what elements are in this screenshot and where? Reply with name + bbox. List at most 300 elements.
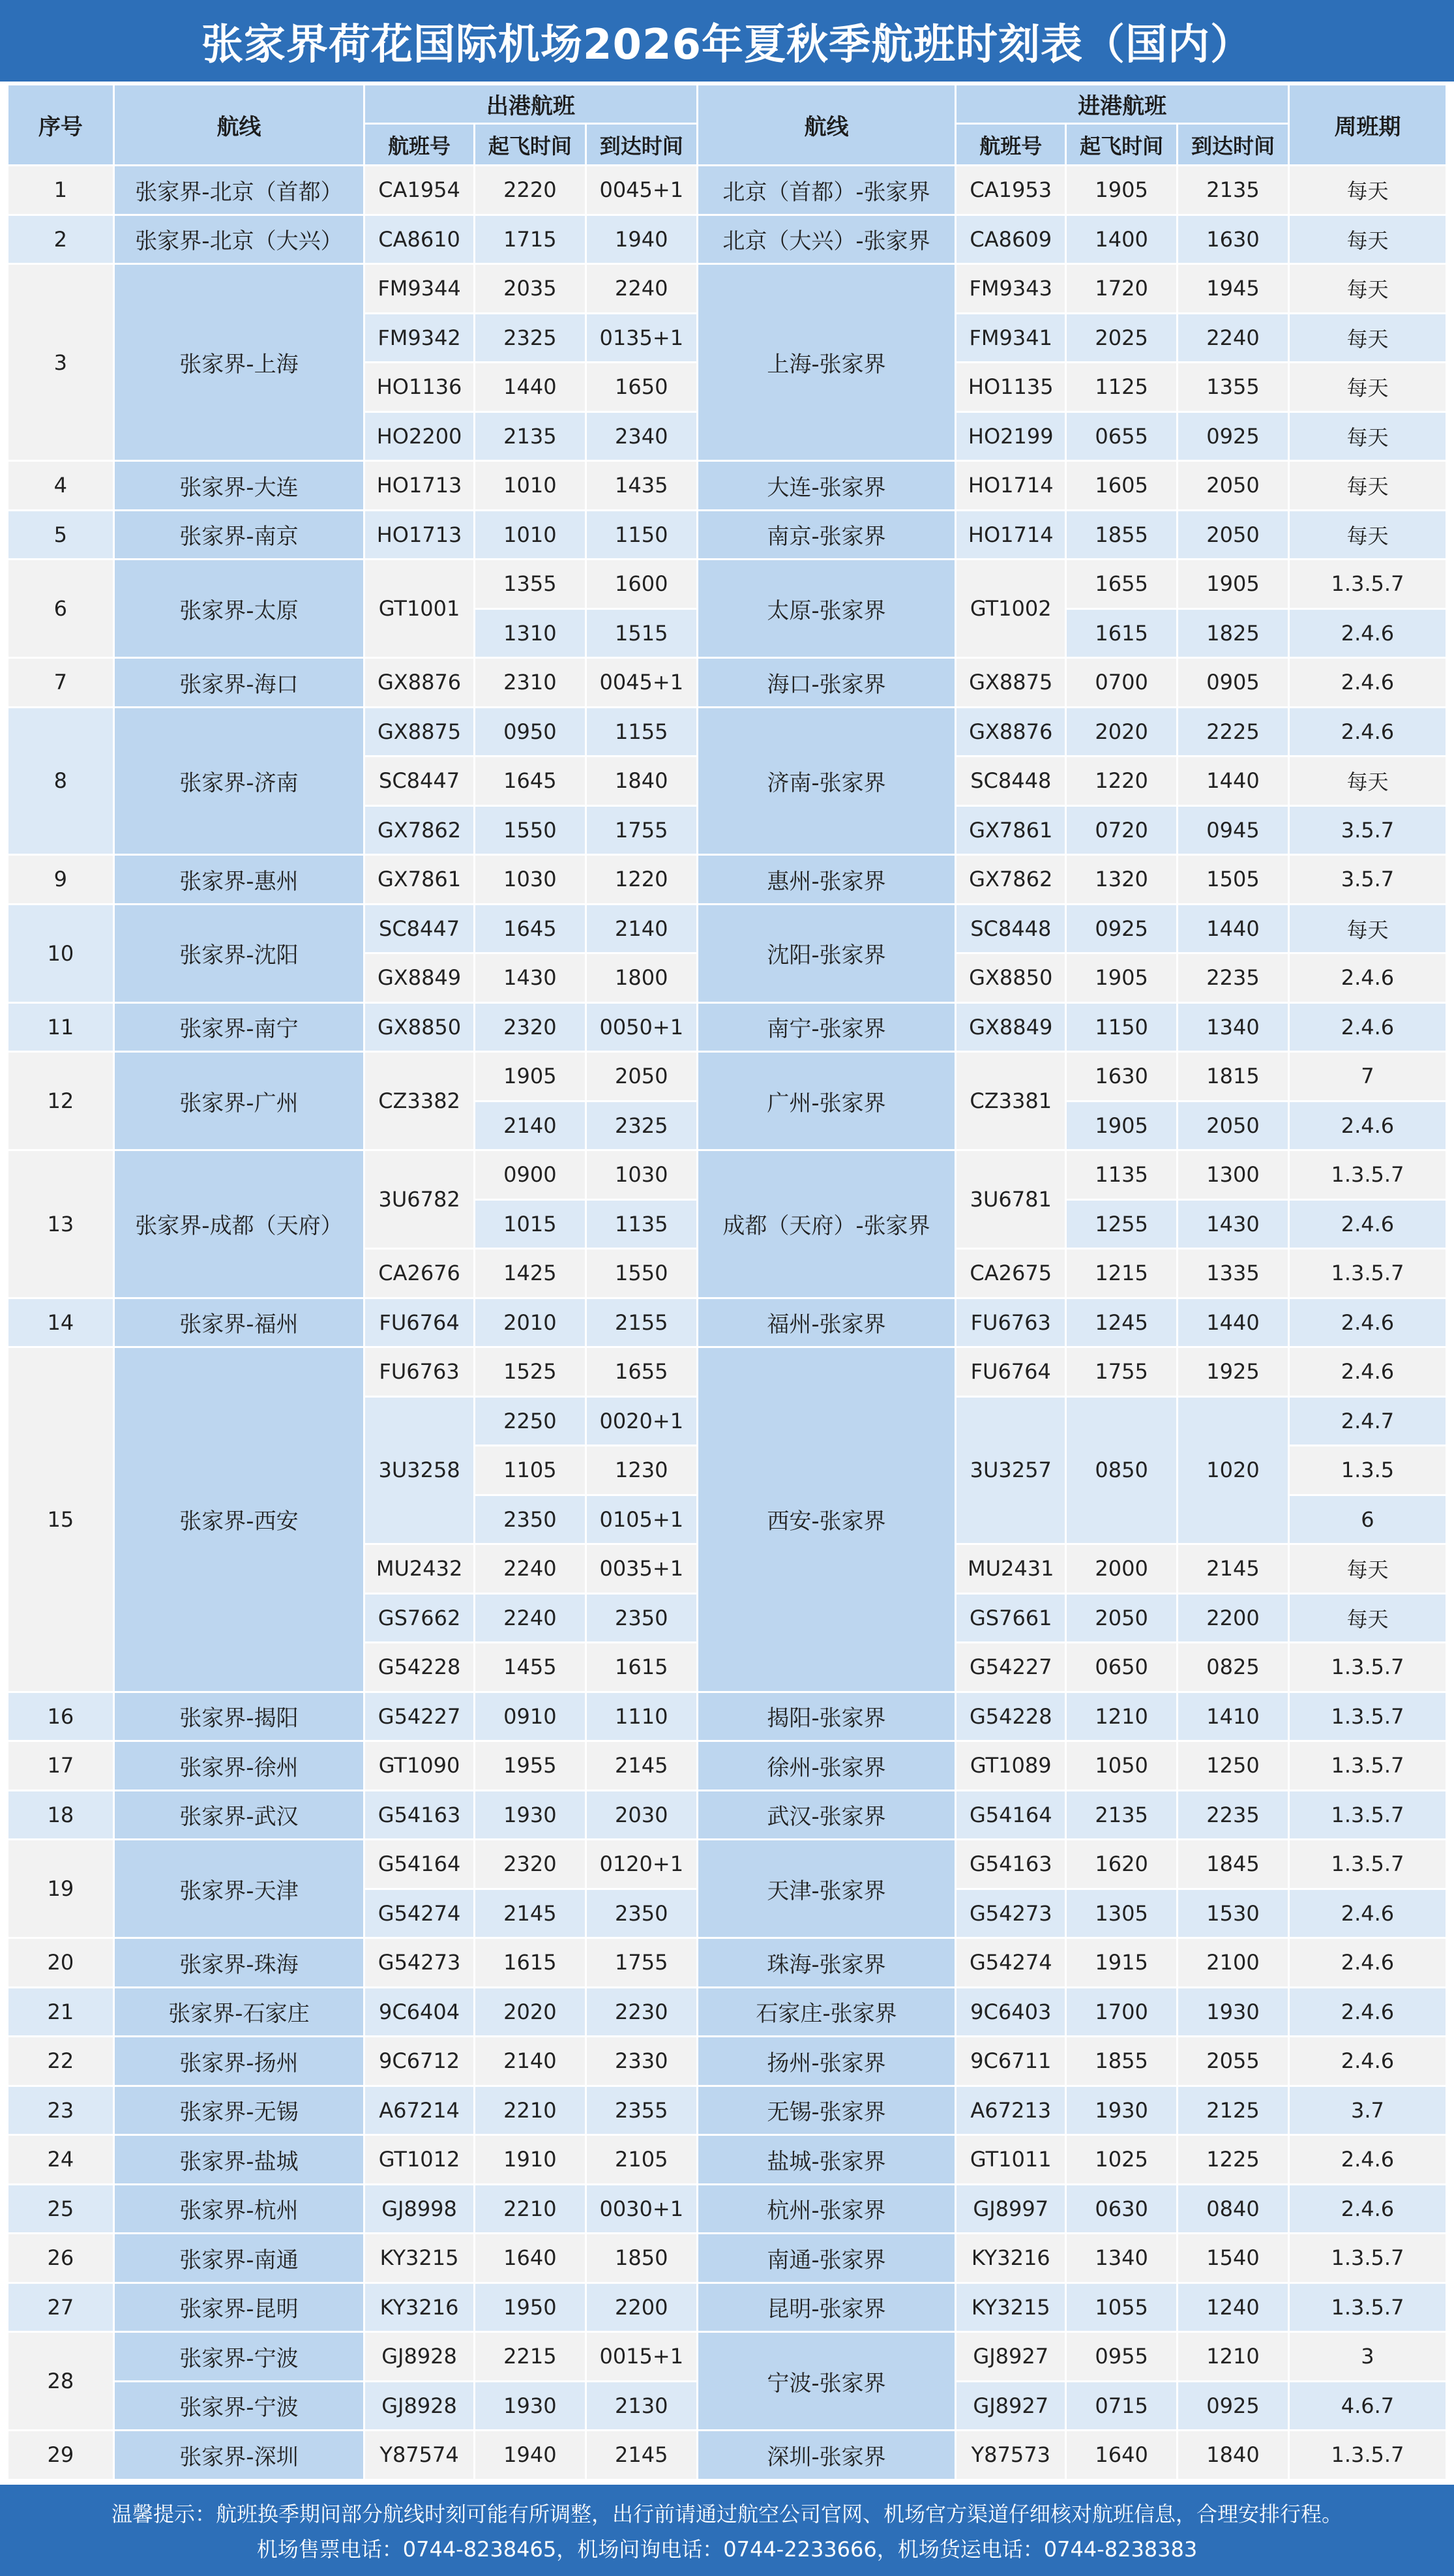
in-depart-cell: 1340	[1066, 2234, 1178, 2283]
in-depart-cell: 1620	[1066, 1840, 1178, 1889]
out-route-cell: 张家界-石家庄	[113, 1987, 364, 2037]
in-flight-no-cell: HO2199	[956, 412, 1066, 461]
in-depart-cell: 1220	[1066, 756, 1178, 806]
in-depart-cell: 0955	[1066, 2332, 1178, 2382]
in-flight-no-cell: GX7861	[956, 805, 1066, 855]
in-arrive-cell: 0840	[1178, 2184, 1289, 2234]
out-route-cell: 张家界-太原	[113, 560, 364, 658]
out-depart-cell: 1010	[474, 461, 586, 511]
table-row	[8, 2283, 1447, 2332]
out-depart-cell: 1455	[474, 1643, 586, 1692]
in-depart-cell: 0720	[1066, 805, 1178, 855]
out-route-cell: 张家界-宁波	[113, 2381, 364, 2431]
in-arrive-cell: 1225	[1178, 2135, 1289, 2185]
in-route-cell: 海口-张家界	[697, 658, 956, 708]
out-depart-cell: 2250	[474, 1396, 586, 1446]
out-flight-no-cell: G54228	[364, 1643, 475, 1692]
header-out-arrive: 到达时间	[586, 124, 697, 166]
in-arrive-cell: 1340	[1178, 1002, 1289, 1052]
in-depart-cell: 1050	[1066, 1741, 1178, 1791]
in-arrive-cell: 1440	[1178, 1298, 1289, 1347]
in-route-cell: 无锡-张家界	[697, 2086, 956, 2135]
out-route-cell: 张家界-海口	[113, 658, 364, 708]
seq-cell: 1	[8, 166, 114, 215]
out-depart-cell: 1525	[474, 1347, 586, 1397]
out-arrive-cell: 0035+1	[586, 1544, 697, 1594]
seq-cell: 10	[8, 904, 114, 1002]
out-flight-no-cell: CZ3382	[364, 1052, 475, 1150]
footer	[0, 2485, 1454, 2576]
out-flight-no-cell: HO2200	[364, 412, 475, 461]
in-flight-no-cell: GX8850	[956, 953, 1066, 1003]
in-depart-cell: 1245	[1066, 1298, 1178, 1347]
in-route-cell: 沈阳-张家界	[697, 904, 956, 1002]
out-flight-no-cell: HO1713	[364, 461, 475, 511]
table-row	[8, 2332, 1447, 2382]
in-flight-no-cell: 3U3257	[956, 1396, 1066, 1544]
frequency-cell: 每天	[1288, 215, 1446, 264]
in-arrive-cell: 1430	[1178, 1199, 1289, 1249]
out-flight-no-cell: 9C6712	[364, 2037, 475, 2086]
header-in-flight-no: 航班号	[956, 124, 1066, 166]
in-arrive-cell: 1440	[1178, 756, 1289, 806]
out-route-cell: 张家界-揭阳	[113, 1692, 364, 1741]
out-flight-no-cell: A67214	[364, 2086, 475, 2135]
seq-cell: 4	[8, 461, 114, 511]
frequency-cell: 3.5.7	[1288, 805, 1446, 855]
out-depart-cell: 1930	[474, 1790, 586, 1840]
header-in-depart: 起飞时间	[1066, 124, 1178, 166]
out-arrive-cell: 2330	[586, 2037, 697, 2086]
out-route-cell: 张家界-天津	[113, 1840, 364, 1938]
out-depart-cell: 1640	[474, 2234, 586, 2283]
frequency-cell: 2.4.6	[1288, 2184, 1446, 2234]
in-depart-cell: 1630	[1066, 1052, 1178, 1101]
in-route-cell: 盐城-张家界	[697, 2135, 956, 2185]
out-arrive-cell: 0105+1	[586, 1495, 697, 1544]
table-row	[8, 264, 1447, 314]
in-arrive-cell: 2050	[1178, 461, 1289, 511]
in-flight-no-cell: SC8448	[956, 904, 1066, 953]
out-depart-cell: 1550	[474, 805, 586, 855]
in-arrive-cell: 2235	[1178, 1790, 1289, 1840]
in-arrive-cell: 1540	[1178, 2234, 1289, 2283]
in-depart-cell: 1905	[1066, 953, 1178, 1003]
out-depart-cell: 1955	[474, 1741, 586, 1791]
frequency-cell: 每天	[1288, 756, 1446, 806]
out-arrive-cell: 1155	[586, 707, 697, 756]
table-row	[8, 2184, 1447, 2234]
header-outbound: 出港航班	[364, 85, 698, 124]
in-arrive-cell: 2135	[1178, 166, 1289, 215]
out-arrive-cell: 2350	[586, 1593, 697, 1643]
in-route-cell: 西安-张家界	[697, 1347, 956, 1692]
frequency-cell: 2.4.6	[1288, 608, 1446, 658]
out-flight-no-cell: SC8447	[364, 756, 475, 806]
in-arrive-cell: 1815	[1178, 1052, 1289, 1101]
frequency-cell: 每天	[1288, 461, 1446, 511]
in-arrive-cell: 2240	[1178, 313, 1289, 363]
in-arrive-cell: 1825	[1178, 608, 1289, 658]
out-depart-cell: 0950	[474, 707, 586, 756]
in-arrive-cell: 2100	[1178, 1938, 1289, 1988]
frequency-cell: 2.4.6	[1288, 1938, 1446, 1988]
out-flight-no-cell: G54274	[364, 1889, 475, 1938]
in-arrive-cell: 2050	[1178, 1101, 1289, 1150]
header-out-depart: 起飞时间	[474, 124, 586, 166]
out-depart-cell: 2210	[474, 2184, 586, 2234]
out-route-cell: 张家界-昆明	[113, 2283, 364, 2332]
seq-cell: 8	[8, 707, 114, 855]
frequency-cell: 4.6.7	[1288, 2381, 1446, 2431]
in-arrive-cell: 0905	[1178, 658, 1289, 708]
in-route-cell: 广州-张家界	[697, 1052, 956, 1150]
frequency-cell: 2.4.6	[1288, 1002, 1446, 1052]
seq-cell: 24	[8, 2135, 114, 2185]
out-route-cell: 张家界-沈阳	[113, 904, 364, 1002]
out-flight-no-cell: GT1012	[364, 2135, 475, 2185]
frequency-cell: 2.4.6	[1288, 658, 1446, 708]
in-depart-cell: 1255	[1066, 1199, 1178, 1249]
out-depart-cell: 2325	[474, 313, 586, 363]
out-flight-no-cell: GX8875	[364, 707, 475, 756]
footer-notice: 温馨提示：航班换季期间部分航线时刻可能有所调整，出行前请通过航空公司官网、机场官方渠道仔细核对航班信息，合理安排行程。	[111, 2502, 1343, 2526]
out-depart-cell: 1355	[474, 560, 586, 609]
out-route-cell: 张家界-广州	[113, 1052, 364, 1150]
in-arrive-cell: 1925	[1178, 1347, 1289, 1397]
out-depart-cell: 1310	[474, 608, 586, 658]
table-row	[8, 2086, 1447, 2135]
in-depart-cell: 2050	[1066, 1593, 1178, 1643]
in-flight-no-cell: GT1089	[956, 1741, 1066, 1791]
out-arrive-cell: 0045+1	[586, 166, 697, 215]
in-depart-cell: 1855	[1066, 2037, 1178, 2086]
in-arrive-cell: 1905	[1178, 560, 1289, 609]
in-depart-cell: 1320	[1066, 855, 1178, 905]
in-arrive-cell: 1250	[1178, 1741, 1289, 1791]
out-flight-no-cell: GJ8928	[364, 2332, 475, 2382]
table-row	[8, 2431, 1447, 2480]
out-flight-no-cell: FM9342	[364, 313, 475, 363]
frequency-cell: 2.4.6	[1288, 953, 1446, 1003]
in-depart-cell: 1755	[1066, 1347, 1178, 1397]
out-route-cell: 张家界-西安	[113, 1347, 364, 1692]
in-arrive-cell: 2125	[1178, 2086, 1289, 2135]
out-arrive-cell: 2155	[586, 1298, 697, 1347]
in-depart-cell: 0700	[1066, 658, 1178, 708]
in-route-cell: 南京-张家界	[697, 510, 956, 560]
out-depart-cell: 2220	[474, 166, 586, 215]
out-route-cell: 张家界-南通	[113, 2234, 364, 2283]
out-route-cell: 张家界-珠海	[113, 1938, 364, 1988]
in-arrive-cell: 1630	[1178, 215, 1289, 264]
out-depart-cell: 1430	[474, 953, 586, 1003]
in-route-cell: 徐州-张家界	[697, 1741, 956, 1791]
in-flight-no-cell: KY3215	[956, 2283, 1066, 2332]
table-row	[8, 1692, 1447, 1741]
in-flight-no-cell: G54273	[956, 1889, 1066, 1938]
in-arrive-cell: 0925	[1178, 412, 1289, 461]
out-route-cell: 张家界-大连	[113, 461, 364, 511]
in-arrive-cell: 1410	[1178, 1692, 1289, 1741]
out-depart-cell: 1940	[474, 2431, 586, 2480]
table-row	[8, 560, 1447, 609]
in-arrive-cell: 0825	[1178, 1643, 1289, 1692]
frequency-cell: 2.4.6	[1288, 1199, 1446, 1249]
in-depart-cell: 2025	[1066, 313, 1178, 363]
in-flight-no-cell: 3U6781	[956, 1150, 1066, 1249]
in-route-cell: 南通-张家界	[697, 2234, 956, 2283]
seq-cell: 29	[8, 2431, 114, 2480]
out-flight-no-cell: G54164	[364, 1840, 475, 1889]
out-depart-cell: 2350	[474, 1495, 586, 1544]
frequency-cell: 1.3.5.7	[1288, 1741, 1446, 1791]
out-route-cell: 张家界-深圳	[113, 2431, 364, 2480]
table-row	[8, 1298, 1447, 1347]
frequency-cell: 每天	[1288, 1593, 1446, 1643]
in-depart-cell: 0850	[1066, 1396, 1178, 1544]
frequency-cell: 1.3.5.7	[1288, 560, 1446, 609]
in-flight-no-cell: CA2675	[956, 1249, 1066, 1298]
seq-cell: 18	[8, 1790, 114, 1840]
in-arrive-cell: 2050	[1178, 510, 1289, 560]
out-arrive-cell: 1435	[586, 461, 697, 511]
out-arrive-cell: 1515	[586, 608, 697, 658]
out-depart-cell: 1440	[474, 363, 586, 412]
header-out-flight-no: 航班号	[364, 124, 475, 166]
seq-cell: 22	[8, 2037, 114, 2086]
out-depart-cell: 1645	[474, 904, 586, 953]
out-route-cell: 张家界-福州	[113, 1298, 364, 1347]
seq-cell: 5	[8, 510, 114, 560]
schedule-body	[8, 166, 1447, 2480]
in-depart-cell: 0655	[1066, 412, 1178, 461]
out-flight-no-cell: KY3215	[364, 2234, 475, 2283]
in-depart-cell: 1855	[1066, 510, 1178, 560]
out-route-cell: 张家界-南京	[113, 510, 364, 560]
out-depart-cell: 2215	[474, 2332, 586, 2382]
in-flight-no-cell: GX7862	[956, 855, 1066, 905]
in-flight-no-cell: FM9341	[956, 313, 1066, 363]
out-depart-cell: 1015	[474, 1199, 586, 1249]
out-depart-cell: 1930	[474, 2381, 586, 2431]
frequency-cell: 2.4.6	[1288, 2135, 1446, 2185]
seq-cell: 23	[8, 2086, 114, 2135]
out-arrive-cell: 2105	[586, 2135, 697, 2185]
seq-cell: 6	[8, 560, 114, 658]
in-flight-no-cell: GX8876	[956, 707, 1066, 756]
out-depart-cell: 2320	[474, 1002, 586, 1052]
in-route-cell: 扬州-张家界	[697, 2037, 956, 2086]
frequency-cell: 1.3.5.7	[1288, 2234, 1446, 2283]
out-depart-cell: 1615	[474, 1938, 586, 1988]
seq-cell: 13	[8, 1150, 114, 1298]
out-arrive-cell: 2340	[586, 412, 697, 461]
frequency-cell: 1.3.5.7	[1288, 1249, 1446, 1298]
out-route-cell: 张家界-上海	[113, 264, 364, 461]
frequency-cell: 2.4.6	[1288, 1101, 1446, 1150]
seq-cell: 12	[8, 1052, 114, 1150]
seq-cell: 19	[8, 1840, 114, 1938]
table-row	[8, 855, 1447, 905]
in-arrive-cell: 1530	[1178, 1889, 1289, 1938]
out-arrive-cell: 2230	[586, 1987, 697, 2037]
in-flight-no-cell: 9C6711	[956, 2037, 1066, 2086]
out-arrive-cell: 2130	[586, 2381, 697, 2431]
in-flight-no-cell: MU2431	[956, 1544, 1066, 1594]
out-route-cell: 张家界-无锡	[113, 2086, 364, 2135]
out-arrive-cell: 1135	[586, 1199, 697, 1249]
in-flight-no-cell: GX8849	[956, 1002, 1066, 1052]
out-arrive-cell: 1030	[586, 1150, 697, 1200]
out-route-cell: 张家界-盐城	[113, 2135, 364, 2185]
out-depart-cell: 1910	[474, 2135, 586, 2185]
in-depart-cell: 1400	[1066, 215, 1178, 264]
frequency-cell: 2.4.6	[1288, 1347, 1446, 1397]
footer-contacts: 机场售票电话：0744-8238465，机场问询电话：0744-2233666，机场货运电话：0744-8238383	[256, 2537, 1198, 2562]
frequency-cell: 每天	[1288, 1544, 1446, 1594]
table-row	[8, 510, 1447, 560]
in-flight-no-cell: GS7661	[956, 1593, 1066, 1643]
table-row	[8, 2037, 1447, 2086]
out-flight-no-cell: MU2432	[364, 1544, 475, 1594]
frequency-cell: 3	[1288, 2332, 1446, 2382]
frequency-cell: 2.4.7	[1288, 1396, 1446, 1446]
in-arrive-cell: 1840	[1178, 2431, 1289, 2480]
out-depart-cell: 0900	[474, 1150, 586, 1200]
in-arrive-cell: 1845	[1178, 1840, 1289, 1889]
in-arrive-cell: 1210	[1178, 2332, 1289, 2382]
header-seq: 序号	[8, 85, 114, 166]
flight-schedule-table	[7, 83, 1447, 2481]
out-route-cell: 张家界-成都（天府）	[113, 1150, 364, 1298]
out-depart-cell: 2145	[474, 1889, 586, 1938]
in-flight-no-cell: FM9343	[956, 264, 1066, 314]
seq-cell: 11	[8, 1002, 114, 1052]
frequency-cell: 1.3.5.7	[1288, 1692, 1446, 1741]
frequency-cell: 每天	[1288, 264, 1446, 314]
frequency-cell: 2.4.6	[1288, 2037, 1446, 2086]
in-route-cell: 天津-张家界	[697, 1840, 956, 1938]
out-flight-no-cell: G54273	[364, 1938, 475, 1988]
out-route-cell: 张家界-杭州	[113, 2184, 364, 2234]
frequency-cell: 2.4.6	[1288, 1298, 1446, 1347]
out-depart-cell: 2210	[474, 2086, 586, 2135]
in-depart-cell: 1700	[1066, 1987, 1178, 2037]
in-depart-cell: 1720	[1066, 264, 1178, 314]
out-flight-no-cell: FU6764	[364, 1298, 475, 1347]
in-flight-no-cell: HO1714	[956, 461, 1066, 511]
in-route-cell: 珠海-张家界	[697, 1938, 956, 1988]
out-flight-no-cell: GT1090	[364, 1741, 475, 1791]
in-route-cell: 昆明-张家界	[697, 2283, 956, 2332]
out-route-cell: 张家界-济南	[113, 707, 364, 855]
out-depart-cell: 2240	[474, 1544, 586, 1594]
table-row	[8, 1840, 1447, 1889]
in-flight-no-cell: GT1002	[956, 560, 1066, 658]
out-arrive-cell: 2030	[586, 1790, 697, 1840]
in-depart-cell: 1150	[1066, 1002, 1178, 1052]
in-route-cell: 杭州-张家界	[697, 2184, 956, 2234]
table-row	[8, 1790, 1447, 1840]
out-arrive-cell: 1110	[586, 1692, 697, 1741]
in-flight-no-cell: GJ8927	[956, 2332, 1066, 2382]
in-depart-cell: 2020	[1066, 707, 1178, 756]
out-arrive-cell: 1220	[586, 855, 697, 905]
in-arrive-cell: 0925	[1178, 2381, 1289, 2431]
in-route-cell: 上海-张家界	[697, 264, 956, 461]
out-arrive-cell: 2145	[586, 2431, 697, 2480]
page-title: 张家界荷花国际机场2026年夏秋季航班时刻表（国内）	[0, 0, 1454, 82]
out-route-cell: 张家界-北京（首都）	[113, 166, 364, 215]
in-depart-cell: 1930	[1066, 2086, 1178, 2135]
seq-cell: 20	[8, 1938, 114, 1988]
in-arrive-cell: 2055	[1178, 2037, 1289, 2086]
header-inbound: 进港航班	[956, 85, 1289, 124]
in-flight-no-cell: HO1714	[956, 510, 1066, 560]
in-arrive-cell: 1020	[1178, 1396, 1289, 1544]
in-route-cell: 揭阳-张家界	[697, 1692, 956, 1741]
table-row	[8, 166, 1447, 215]
in-route-cell: 太原-张家界	[697, 560, 956, 658]
frequency-cell: 6	[1288, 1495, 1446, 1544]
out-arrive-cell: 0135+1	[586, 313, 697, 363]
in-depart-cell: 1125	[1066, 363, 1178, 412]
in-arrive-cell: 1300	[1178, 1150, 1289, 1200]
in-flight-no-cell: G54163	[956, 1840, 1066, 1889]
in-depart-cell: 1305	[1066, 1889, 1178, 1938]
out-depart-cell: 2240	[474, 1593, 586, 1643]
table-row	[8, 1741, 1447, 1791]
in-route-cell: 石家庄-张家界	[697, 1987, 956, 2037]
out-arrive-cell: 1755	[586, 1938, 697, 1988]
out-route-cell: 张家界-惠州	[113, 855, 364, 905]
out-flight-no-cell: G54163	[364, 1790, 475, 1840]
in-route-cell: 宁波-张家界	[697, 2332, 956, 2431]
out-route-cell: 张家界-北京（大兴）	[113, 215, 364, 264]
out-arrive-cell: 1600	[586, 560, 697, 609]
out-flight-no-cell: GT1001	[364, 560, 475, 658]
out-depart-cell: 2140	[474, 1101, 586, 1150]
in-arrive-cell: 1440	[1178, 904, 1289, 953]
out-flight-no-cell: FU6763	[364, 1347, 475, 1397]
in-flight-no-cell: GJ8997	[956, 2184, 1066, 2234]
seq-cell: 16	[8, 1692, 114, 1741]
in-depart-cell: 0925	[1066, 904, 1178, 953]
in-flight-no-cell: GT1011	[956, 2135, 1066, 2185]
table-row	[8, 2234, 1447, 2283]
in-depart-cell: 1210	[1066, 1692, 1178, 1741]
frequency-cell: 每天	[1288, 363, 1446, 412]
in-flight-no-cell: G54164	[956, 1790, 1066, 1840]
in-depart-cell: 1905	[1066, 1101, 1178, 1150]
out-arrive-cell: 1615	[586, 1643, 697, 1692]
table-row	[8, 904, 1447, 953]
in-flight-no-cell: G54228	[956, 1692, 1066, 1741]
out-arrive-cell: 2140	[586, 904, 697, 953]
frequency-cell: 2.4.6	[1288, 1987, 1446, 2037]
in-arrive-cell: 2200	[1178, 1593, 1289, 1643]
in-arrive-cell: 2225	[1178, 707, 1289, 756]
table-row	[8, 1347, 1447, 1397]
seq-cell: 27	[8, 2283, 114, 2332]
in-flight-no-cell: CA1953	[956, 166, 1066, 215]
frequency-cell: 每天	[1288, 412, 1446, 461]
in-route-cell: 成都（天府）-张家界	[697, 1150, 956, 1298]
in-arrive-cell: 1335	[1178, 1249, 1289, 1298]
out-arrive-cell: 2145	[586, 1741, 697, 1791]
out-arrive-cell: 0045+1	[586, 658, 697, 708]
